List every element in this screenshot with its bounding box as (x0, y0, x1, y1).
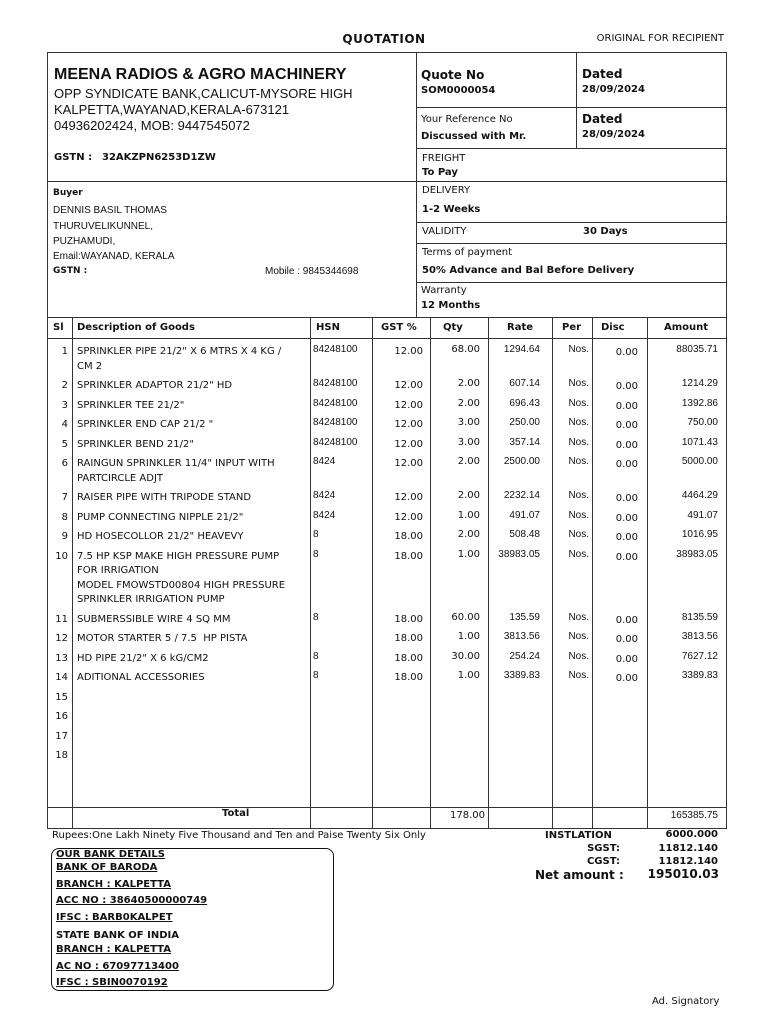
col-header-hsn: HSN (316, 322, 340, 333)
warranty-label: Warranty (421, 285, 467, 296)
col-header-sl: Sl (53, 322, 64, 333)
row-per: Nos. (568, 611, 589, 623)
document-title: QUOTATION (342, 32, 426, 46)
row-description: SPRINKLER ADAPTOR 21/2" HD (77, 380, 233, 391)
freight-label: FREIGHT (422, 153, 466, 164)
buyer-mobile: Mobile : 9845344698 (265, 266, 359, 277)
row-per: Nos. (568, 631, 589, 642)
row-rate: 254.24 (509, 650, 540, 662)
total-label: Total (222, 808, 250, 819)
row-rate: 491.07 (509, 509, 540, 521)
row-description: SUBMERSSIBLE WIRE 4 SQ MM (77, 613, 231, 625)
dated-value: 28/09/2024 (582, 84, 645, 95)
row-gst: 12.00 (394, 380, 423, 391)
instlation-label: INSTLATION (545, 830, 612, 841)
row-amount: 3389.83 (681, 670, 718, 681)
col-header-per: Per (562, 322, 582, 333)
row-description: HD HOSECOLLOR 21/2" HEAVEVY (77, 531, 244, 542)
row-disc: 0.00 (615, 512, 638, 524)
row-gst: 12.00 (394, 458, 423, 469)
row-description: SPRINKLER BEND 21/2" (77, 438, 194, 450)
divider (372, 317, 373, 829)
row-rate: 508.48 (509, 529, 540, 540)
terms-value: 50% Advance and Bal Before Delivery (422, 265, 635, 276)
seller-phone: 04936202424, MOB: 9447545072 (54, 118, 250, 133)
row-qty: 1.00 (457, 548, 480, 560)
warranty-value: 12 Months (421, 300, 481, 311)
row-sl: 16 (55, 711, 68, 722)
row-qty: 1.00 (457, 509, 480, 521)
bank-details-heading: OUR BANK DETAILS (56, 849, 165, 860)
row-disc: 0.00 (615, 493, 638, 504)
bank-name: BANK OF BARODA (56, 862, 158, 873)
row-rate: 3389.83 (503, 670, 540, 681)
buyer-email: Email:WAYANAD, KERALA (53, 251, 175, 262)
row-amount: 4464.29 (681, 490, 718, 501)
row-amount: 8135.59 (681, 611, 718, 623)
row-qty: 2.00 (457, 397, 480, 409)
row-qty: 60.00 (451, 611, 480, 623)
row-gst: 12.00 (394, 399, 423, 411)
row-hsn: 8 (313, 650, 319, 662)
row-disc: 0.00 (615, 347, 638, 358)
row-hsn: 84248100 (313, 378, 358, 389)
col-header-amount: Amount (664, 322, 709, 333)
row-rate: 250.00 (509, 417, 540, 428)
row-hsn: 84248100 (313, 417, 358, 428)
row-per: Nos. (568, 650, 589, 662)
total-amount: 165385.75 (670, 810, 718, 821)
divider (416, 148, 727, 149)
row-amount: 1071.43 (681, 436, 718, 448)
row-rate: 2500.00 (503, 456, 540, 467)
total-qty: 178.00 (450, 810, 485, 821)
row-per: Nos. (568, 436, 589, 448)
row-qty: 1.00 (457, 670, 480, 681)
row-sl: 6 (61, 458, 68, 469)
row-per: Nos. (568, 417, 589, 428)
row-sl: 17 (55, 730, 68, 742)
row-sl: 13 (55, 652, 68, 664)
dated2-label: Dated (582, 112, 623, 126)
row-hsn: 8 (313, 529, 319, 540)
row-amount: 5000.00 (681, 456, 718, 467)
row-sl: 9 (61, 531, 68, 542)
row-disc: 0.00 (615, 614, 638, 626)
net-amount-label: Net amount : (535, 868, 624, 882)
divider (416, 107, 727, 108)
row-rate: 3813.56 (503, 631, 540, 642)
row-description: CM 2 (77, 360, 103, 372)
row-description: MODEL FMOWSTD00804 HIGH PRESSURE (77, 579, 286, 591)
row-description: MOTOR STARTER 5 / 7.5 HP PISTA (77, 633, 248, 644)
row-gst: 18.00 (394, 550, 423, 562)
row-description: SPRINKLER PIPE 21/2" X 6 MTRS X 4 KG / (77, 346, 282, 357)
row-hsn: 8 (313, 670, 319, 681)
validity-label: VALIDITY (422, 226, 467, 237)
row-gst: 18.00 (394, 672, 423, 683)
row-description: 7.5 HP KSP MAKE HIGH PRESSURE PUMP (77, 550, 280, 562)
cgst-label: CGST: (586, 856, 620, 867)
row-amount: 7627.12 (681, 650, 718, 662)
row-sl: 11 (55, 613, 68, 625)
divider (47, 807, 727, 808)
copy-label: ORIGINAL FOR RECIPIENT (596, 33, 724, 44)
row-rate: 1294.64 (503, 344, 540, 355)
row-qty: 2.00 (457, 529, 480, 540)
signatory-label: Ad. Signatory (652, 996, 720, 1007)
row-qty: 2.00 (457, 378, 480, 389)
row-rate: 38983.05 (498, 548, 540, 560)
net-amount-value: 195010.03 (647, 867, 719, 881)
col-header-qty: Qty (443, 322, 463, 333)
divider (592, 317, 593, 829)
row-disc: 0.00 (615, 634, 638, 645)
col-header-disc: Disc (601, 322, 625, 333)
sgst-label: SGST: (587, 843, 620, 854)
divider (416, 181, 727, 182)
validity-value: 30 Days (583, 226, 628, 237)
row-gst: 18.00 (394, 633, 423, 644)
row-rate: 607.14 (509, 378, 540, 389)
cgst-value: 11812.140 (658, 856, 718, 867)
divider (576, 52, 577, 148)
row-disc: 0.00 (615, 459, 638, 470)
col-header-rate: Rate (507, 322, 534, 333)
row-hsn: 84248100 (313, 397, 358, 409)
divider (72, 317, 73, 829)
reference-label: Your Reference No (421, 114, 513, 125)
sgst-value: 11812.140 (658, 843, 718, 854)
row-sl: 3 (61, 399, 68, 411)
row-qty: 68.00 (451, 344, 480, 355)
row-qty: 1.00 (457, 631, 480, 642)
row-per: Nos. (568, 456, 589, 467)
row-sl: 12 (55, 633, 68, 644)
instlation-value: 6000.000 (665, 829, 718, 840)
row-qty: 2.00 (457, 456, 480, 467)
row-amount: 3813.56 (681, 631, 718, 642)
row-sl: 7 (61, 492, 68, 503)
row-rate: 2232.14 (503, 490, 540, 501)
row-disc: 0.00 (615, 381, 638, 392)
row-amount: 38983.05 (676, 548, 718, 560)
row-per: Nos. (568, 397, 589, 409)
row-rate: 357.14 (509, 436, 540, 448)
bank-account: AC NO : 67097713400 (56, 961, 179, 972)
row-sl: 10 (55, 550, 68, 562)
row-gst: 12.00 (394, 438, 423, 450)
row-sl: 18 (55, 750, 68, 761)
row-gst: 18.00 (394, 652, 423, 664)
row-amount: 1392.86 (681, 397, 718, 409)
row-disc: 0.00 (615, 532, 638, 543)
buyer-gstn-label: GSTN : (53, 266, 88, 276)
row-gst: 12.00 (394, 492, 423, 503)
seller-address-line: KALPETTA,WAYANAD,KERALA-673121 (54, 102, 290, 117)
row-disc: 0.00 (615, 420, 638, 431)
row-per: Nos. (568, 378, 589, 389)
row-description: PUMP CONNECTING NIPPLE 21/2" (77, 511, 244, 523)
row-description: HD PIPE 21/2" X 6 kG/CM2 (77, 652, 209, 664)
bank-branch: BRANCH : KALPETTA (56, 944, 171, 955)
buyer-address-line: PUZHAMUDI, (53, 236, 116, 247)
row-disc: 0.00 (615, 439, 638, 451)
row-description: RAISER PIPE WITH TRIPODE STAND (77, 492, 252, 503)
row-amount: 88035.71 (676, 344, 718, 355)
row-qty: 3.00 (457, 417, 480, 428)
row-sl: 2 (61, 380, 68, 391)
row-hsn: 84248100 (313, 344, 358, 355)
row-hsn: 8424 (313, 456, 336, 467)
dated2-value: 28/09/2024 (582, 129, 645, 140)
divider (416, 243, 727, 244)
row-hsn: 8 (313, 611, 319, 623)
row-description: RAINGUN SPRINKLER 11/4" INPUT WITH (77, 458, 275, 469)
quote-no: SOM0000054 (421, 85, 496, 96)
quote-no-label: Quote No (421, 68, 485, 82)
row-rate: 135.59 (509, 611, 540, 623)
seller-gstn: 32AKZPN6253D1ZW (102, 152, 216, 163)
dated-label: Dated (582, 67, 623, 81)
bank-ifsc: IFSC : BARB0KALPET (56, 912, 173, 923)
divider (416, 52, 417, 317)
seller-address-line: OPP SYNDICATE BANK,CALICUT-MYSORE HIGH (54, 86, 353, 101)
row-amount: 1016.95 (681, 529, 718, 540)
bank-account: ACC NO : 38640500000749 (56, 895, 208, 906)
row-per: Nos. (568, 670, 589, 681)
divider (47, 338, 727, 339)
divider (47, 317, 727, 318)
row-amount: 491.07 (687, 509, 718, 521)
row-sl: 5 (61, 438, 68, 450)
col-header-gst: GST % (381, 322, 417, 333)
buyer-address-line: THURUVELIKUNNEL, (53, 221, 154, 232)
row-disc: 0.00 (615, 673, 638, 684)
row-sl: 14 (55, 672, 68, 683)
row-gst: 18.00 (394, 531, 423, 542)
row-amount: 750.00 (687, 417, 718, 428)
seller-gstn-label: GSTN : (54, 152, 93, 163)
divider (47, 181, 416, 182)
delivery-label: DELIVERY (422, 185, 471, 196)
row-disc: 0.00 (615, 400, 638, 412)
row-sl: 4 (61, 419, 68, 430)
delivery-value: 1-2 Weeks (422, 204, 481, 215)
row-sl: 8 (61, 511, 68, 523)
row-per: Nos. (568, 548, 589, 560)
row-per: Nos. (568, 344, 589, 355)
row-sl: 15 (55, 691, 68, 703)
col-header-description: Description of Goods (77, 322, 195, 333)
row-qty: 2.00 (457, 490, 480, 501)
divider (416, 282, 727, 283)
row-hsn: 8 (313, 548, 319, 560)
bank-ifsc: IFSC : SBIN0070192 (56, 977, 168, 988)
row-description: PARTCIRCLE ADJT (77, 472, 164, 484)
bank-name: STATE BANK OF INDIA (56, 930, 179, 941)
freight-value: To Pay (422, 167, 458, 178)
row-qty: 3.00 (457, 436, 480, 448)
bank-branch: BRANCH : KALPETTA (56, 879, 171, 890)
row-amount: 1214.29 (681, 378, 718, 389)
buyer-label: Buyer (53, 188, 83, 198)
row-hsn: 8424 (313, 509, 336, 521)
row-description: SPRINKLER IRRIGATION PUMP (77, 594, 225, 605)
row-disc: 0.00 (615, 653, 638, 665)
reference-value: Discussed with Mr. (421, 131, 527, 142)
divider (416, 222, 727, 223)
amount-in-words: Rupees:One Lakh Ninety Five Thousand and Ten and Paise Twenty Six Only (52, 830, 426, 841)
row-gst: 12.00 (394, 511, 423, 523)
divider (310, 317, 311, 829)
row-hsn: 84248100 (313, 436, 358, 448)
row-qty: 30.00 (451, 650, 480, 662)
divider (488, 317, 489, 829)
row-per: Nos. (568, 509, 589, 521)
seller-name: MEENA RADIOS & AGRO MACHINERY (54, 66, 347, 83)
divider (430, 317, 431, 829)
row-sl: 1 (61, 346, 68, 357)
terms-label: Terms of payment (422, 247, 512, 258)
row-hsn: 8424 (313, 490, 336, 501)
row-description: SPRINKLER TEE 21/2" (77, 399, 185, 411)
row-description: ADITIONAL ACCESSORIES (77, 672, 205, 683)
row-gst: 12.00 (394, 346, 423, 357)
buyer-name: DENNIS BASIL THOMAS (53, 205, 167, 216)
row-rate: 696.43 (509, 397, 540, 409)
row-per: Nos. (568, 490, 589, 501)
row-description: SPRINKLER END CAP 21/2 " (77, 419, 214, 430)
row-gst: 12.00 (394, 419, 423, 430)
row-description: FOR IRRIGATION (77, 565, 159, 576)
divider (647, 317, 648, 829)
row-per: Nos. (568, 529, 589, 540)
divider (552, 317, 553, 829)
row-disc: 0.00 (615, 551, 638, 563)
row-gst: 18.00 (394, 613, 423, 625)
